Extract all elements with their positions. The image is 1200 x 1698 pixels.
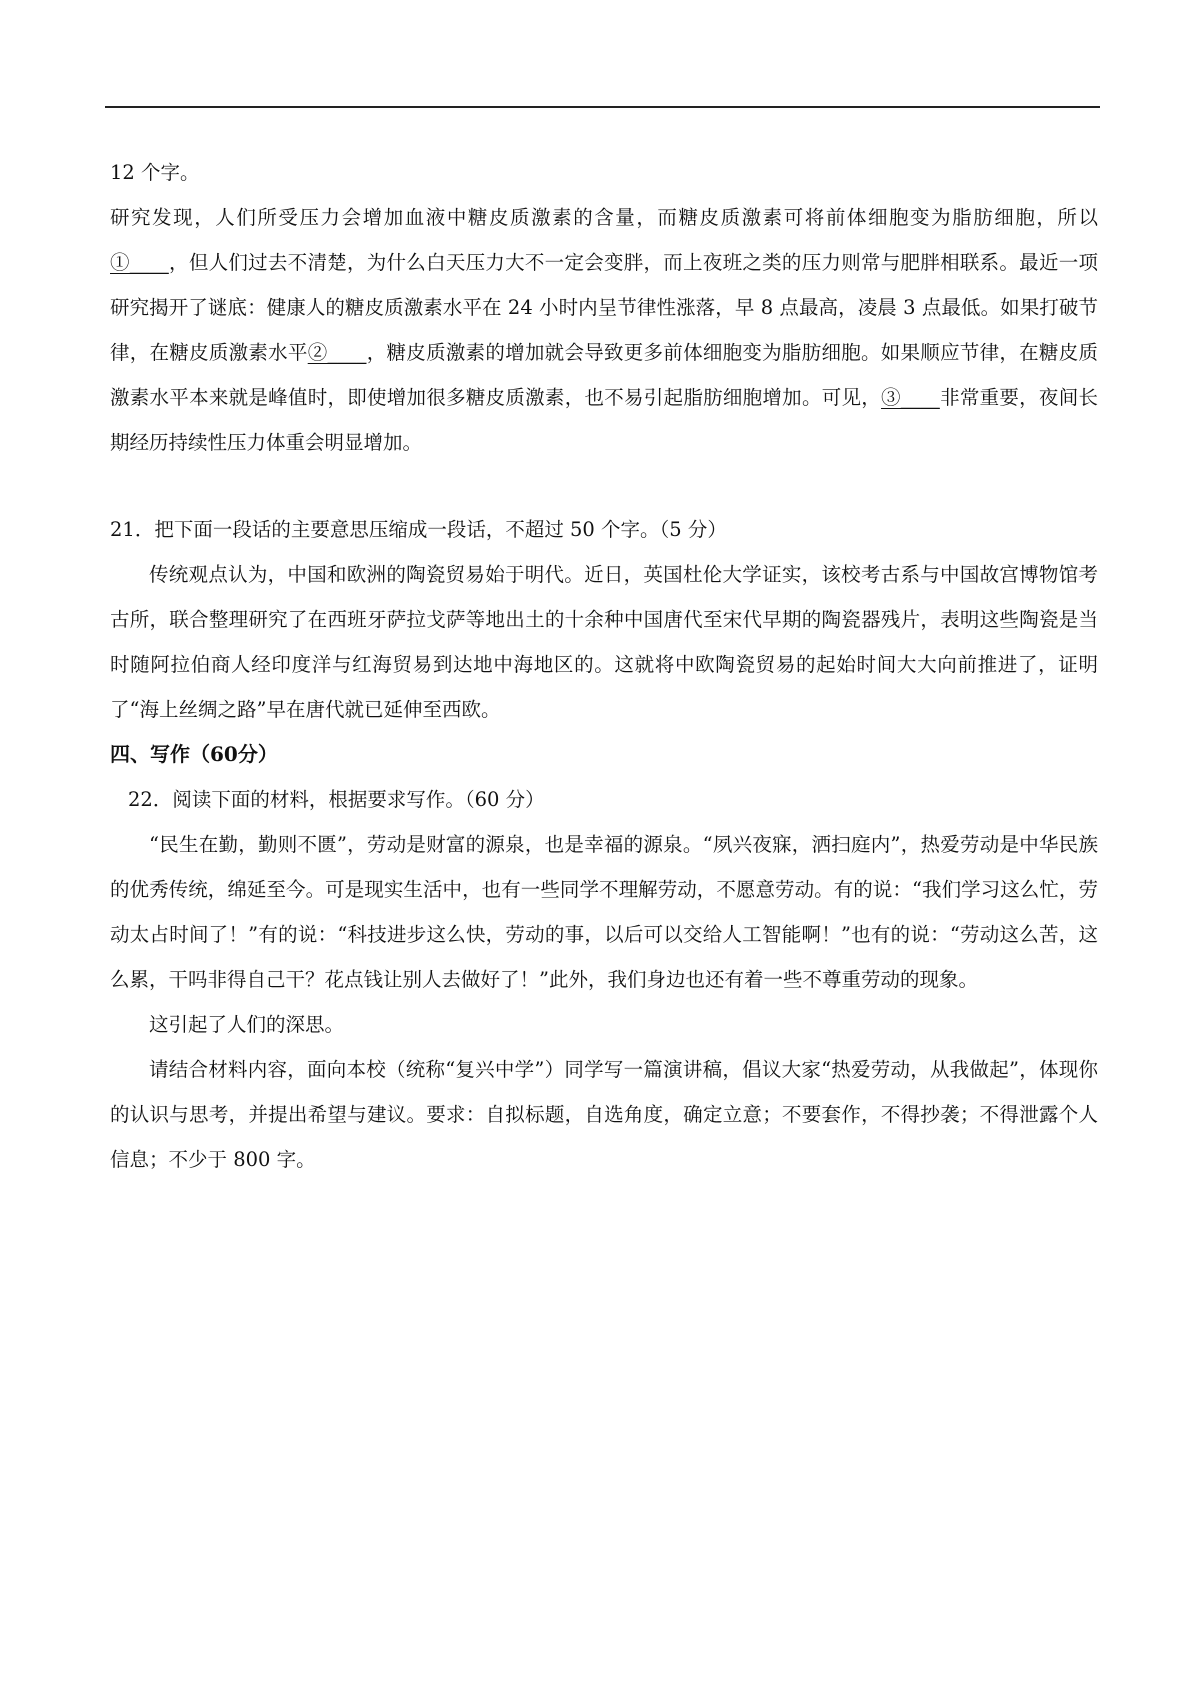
q20-passage-part-4: 非常重要，夜间长期经历持续性压力体重会明显增加。: [110, 386, 1098, 454]
q20-passage: [110, 195, 1098, 465]
q21-prompt: 21．把下面一段话的主要意思压缩成一段话，不超过 50 个字。（5 分）: [110, 518, 727, 541]
q20-passage-part-2: ，但人们过去不清楚，为什么白天压力大不一定会变胖，而上夜班之类的压力则常与肥胖相联系。最近一项研究揭开了谜底：健康人的糖皮质激素水平在 24 小时内呈节律性涨落，早 8 点最高，凌晨 3 点最低。如果打破节律，在糖皮质激素水平: [110, 251, 1098, 364]
spacer: [110, 465, 1098, 507]
q22-requirements: 请结合材料内容，面向本校（统称“复兴中学”）同学写一篇演讲稿，倡议大家“热爱劳动，从我做起”，体现你的认识与思考，并提出希望与建议。要求：自拟标题，自选角度，确定立意；不要套作，不得抄袭；不得泄露个人信息；不少于 800 字。: [110, 1058, 1098, 1171]
blank-1: ①____: [110, 251, 169, 274]
q21-passage: 传统观点认为，中国和欧洲的陶瓷贸易始于明代。近日，英国杜伦大学证实，该校考古系与中国故宫博物馆考古所，联合整理研究了在西班牙萨拉戈萨等地出土的十余种中国唐代至宋代早期的陶瓷器残片，表明这些陶瓷是当时随阿拉伯商人经印度洋与红海贸易到达地中海地区的。这就将中欧陶瓷贸易的起始时间大大向前推进了，证明了“海上丝绸之路”早在唐代就已延伸至西欧。: [110, 563, 1098, 721]
section-4-heading: 四、写作（60分）: [110, 742, 278, 766]
q20-passage-part-1: 研究发现，人们所受压力会增加血液中糖皮质激素的含量，而糖皮质激素可将前体细胞变为脂肪细胞，所以: [110, 206, 1098, 229]
q20-passage-part-3: ，糖皮质激素的增加就会导致更多前体细胞变为脂肪细胞。如果顺应节律，在糖皮质激素水平本来就是峰值时，即使增加很多糖皮质激素，也不易引起脂肪细胞增加。可见，: [110, 341, 1098, 409]
exam-page: [110, 150, 1098, 1182]
q22-reflection: 这引起了人们的深思。: [149, 1013, 345, 1036]
q22-material: “民生在勤，勤则不匮”，劳动是财富的源泉，也是幸福的源泉。“夙兴夜寐，洒扫庭内”，热爱劳动是中华民族的优秀传统，绵延至今。可是现实生活中，也有一些同学不理解劳动，不愿意劳动。有的说：“我们学习这么忙，劳动太占时间了！”有的说：“科技进步这么快，劳动的事，以后可以交给人工智能啊！”也有的说：“劳动这么苦，这么累，干吗非得自己干？花点钱让别人去做好了！”此外，我们身边也还有着一些不尊重劳动的现象。: [110, 833, 1098, 991]
header-rule: [105, 106, 1100, 108]
q20-tail-line: 12 个字。: [110, 161, 200, 184]
blank-3: ③____: [881, 386, 940, 409]
blank-2: ②____: [307, 341, 367, 364]
q22-prompt: 22．阅读下面的材料，根据要求写作。（60 分）: [128, 788, 545, 811]
